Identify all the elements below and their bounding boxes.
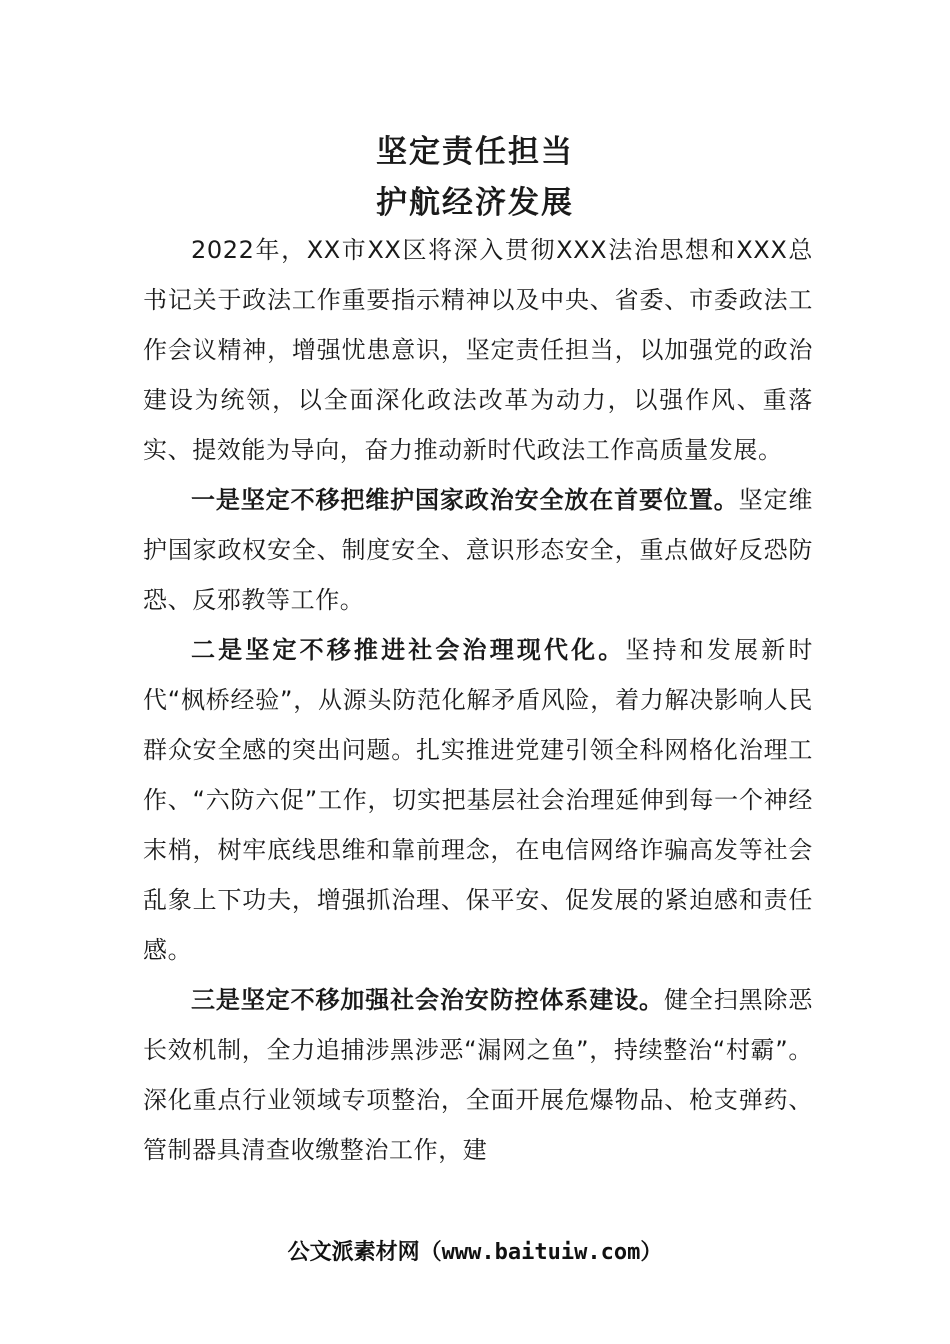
paragraph-point-2 [143, 625, 813, 975]
paragraph-text: 坚定维护国家政权安全、制度安全、意识形态安全，重点做好反恐防恐、反邪教等工作。 [143, 486, 813, 614]
paragraph-lead: 一是坚定不移把维护国家政治安全放在首要位置。 [191, 486, 739, 514]
paragraph-point-3 [143, 975, 813, 1175]
document-body [143, 225, 813, 1175]
paragraph-lead: 二是坚定不移推进社会治理现代化。 [191, 636, 626, 664]
document-title-line2: 护航经济发展 [376, 185, 574, 221]
page-footer [0, 1235, 950, 1270]
paragraph-text: 坚持和发展新时代“枫桥经验”，从源头防范化解矛盾风险，着力解决影响人民群众安全感的突出问题。扎实推进党建引领全科网格化治理工作、“六防六促”工作，切实把基层社会治理延伸到每一个神经末梢，树牢底线思维和靠前理念，在电信网络诈骗高发等社会乱象上下功夫，增强抓治理、保平安、促发展的紧迫感和责任感。 [143, 636, 813, 964]
paragraph-text: 2022年，XX市XX区将深入贯彻XXX法治思想和XXX总书记关于政法工作重要指示精神以及中央、省委、市委政法工作会议精神，增强忧患意识，坚定责任担当，以加强党的政治建设为统领，以全面深化政法改革为动力，以强作风、重落实、提效能为导向，奋力推动新时代政法工作高质量发展。 [143, 236, 813, 464]
footer-site-name: 公文派素材网（ [287, 1239, 442, 1265]
footer-close: ） [640, 1239, 663, 1265]
paragraph-text: 健全扫黑除恶长效机制，全力追捕涉黑涉恶“漏网之鱼”，持续整治“村霸”。深化重点行业领域专项整治，全面开展危爆物品、枪支弹药、管制器具清查收缴整治工作，建 [143, 986, 813, 1164]
footer-url: www.baituiw.com [441, 1240, 641, 1265]
paragraph-intro [143, 225, 813, 475]
paragraph-point-1 [143, 475, 813, 625]
document-title-line1: 坚定责任担当 [376, 134, 574, 170]
paragraph-lead: 三是坚定不移加强社会治安防控体系建设。 [191, 986, 664, 1014]
